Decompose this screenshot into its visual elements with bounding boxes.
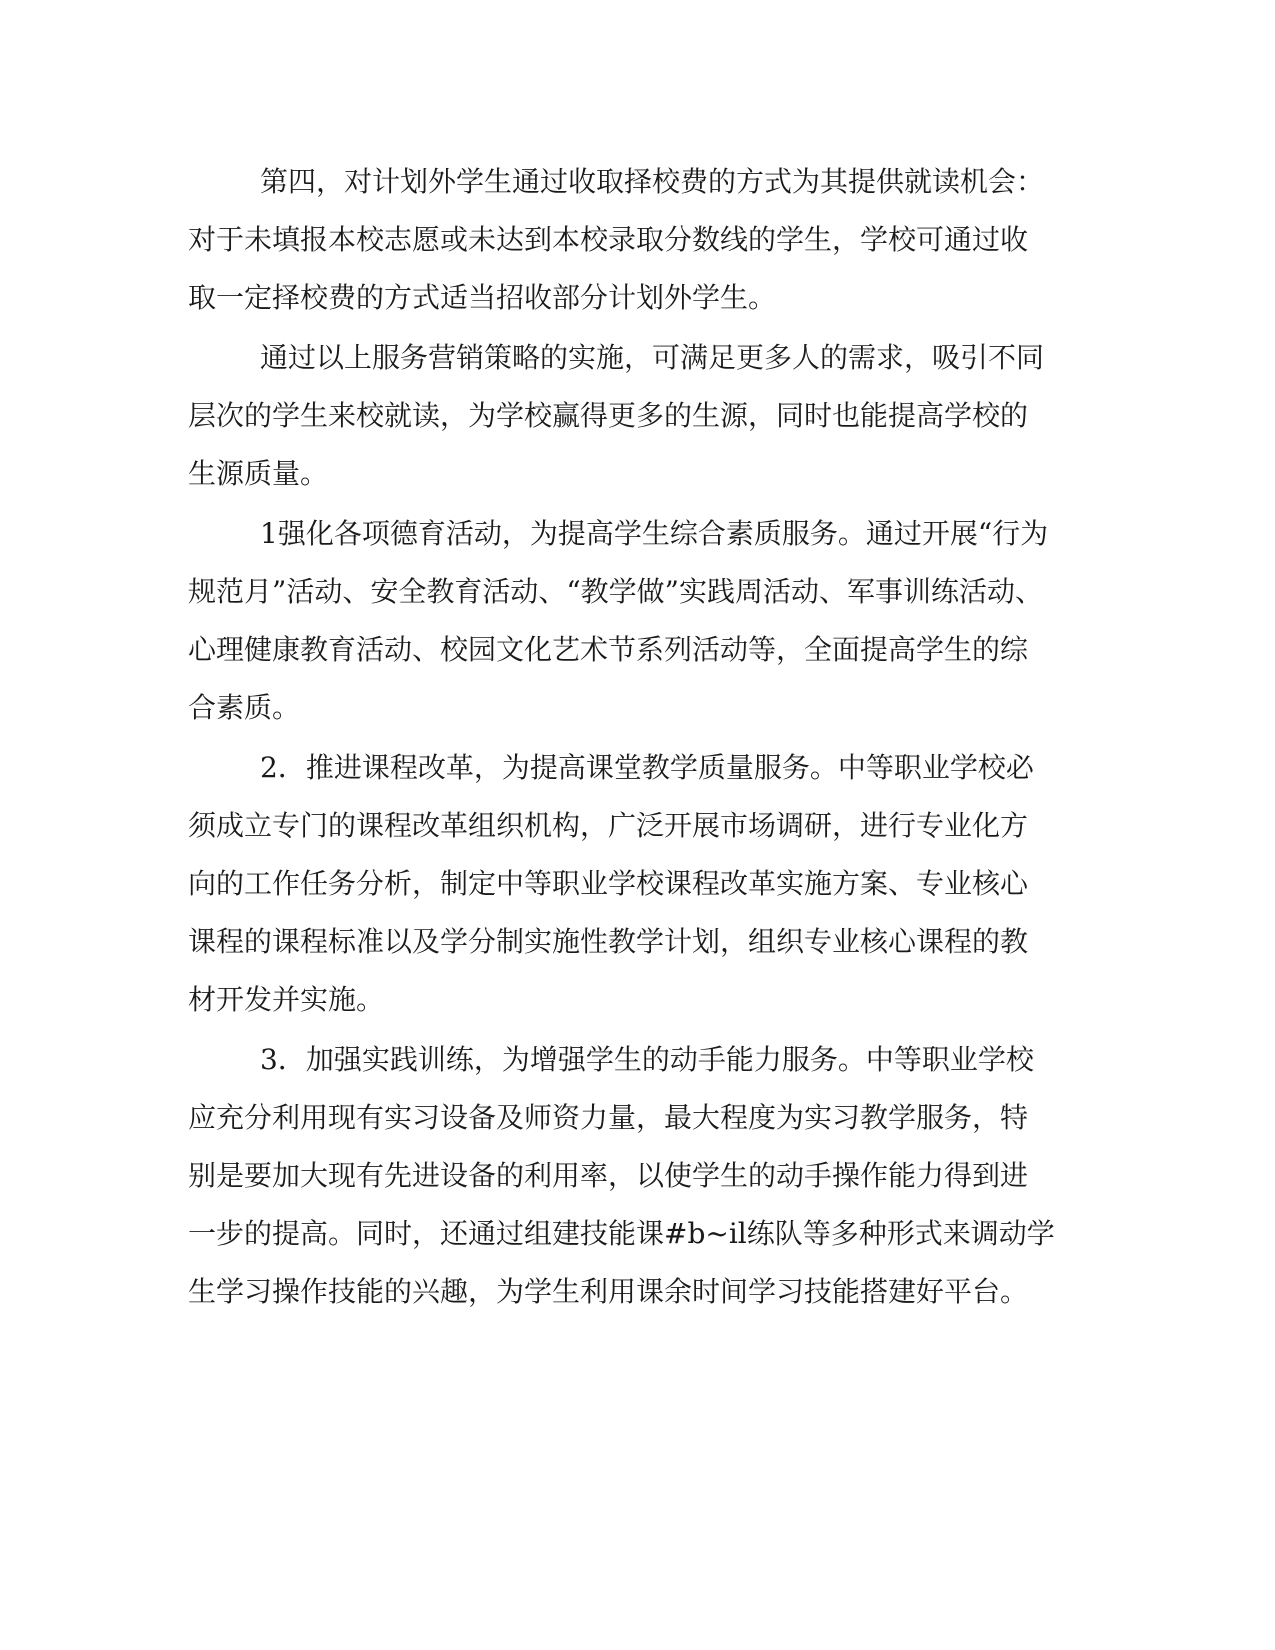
paragraph-1-line-1: 第四，对计划外学生通过收取择校费的方式为其提供就读机会：	[260, 165, 1045, 198]
paragraph-2-line-1: 通过以上服务营销策略的实施，可满足更多人的需求，吸引不同	[260, 341, 1045, 374]
paragraph-2-line-3: 生源质量。	[188, 457, 329, 490]
paragraph-4-line-5: 材开发并实施。	[188, 983, 385, 1016]
paragraph-4-line-4: 课程的课程标准以及学分制实施性教学计划，组织专业核心课程的教	[188, 925, 1029, 958]
paragraph-5-line-1: 3．加强实践训练，为增强学生的动手能力服务。中等职业学校	[260, 1043, 1034, 1076]
paragraph-5-line-4: 一步的提高。同时，还通过组建技能课#b~il练队等多种形式来调动学	[188, 1217, 1055, 1250]
paragraph-1-line-2: 对于未填报本校志愿或未达到本校录取分数线的学生，学校可通过收	[188, 223, 1029, 256]
paragraph-5-line-3: 别是要加大现有先进设备的利用率，以使学生的动手操作能力得到进	[188, 1159, 1029, 1192]
paragraph-5-line-2: 应充分利用现有实习设备及师资力量，最大程度为实习教学服务，特	[188, 1101, 1029, 1134]
paragraph-3-line-1: 1强化各项德育活动，为提高学生综合素质服务。通过开展“行为	[260, 517, 1049, 550]
paragraph-3-line-3: 心理健康教育活动、校园文化艺术节系列活动等，全面提高学生的综	[188, 633, 1029, 666]
paragraph-1-line-3: 取一定择校费的方式适当招收部分计划外学生。	[188, 281, 777, 314]
paragraph-3-line-4: 合素质。	[188, 691, 301, 724]
paragraph-5-line-5: 生学习操作技能的兴趣，为学生利用课余时间学习技能搭建好平台。	[188, 1275, 1029, 1308]
paragraph-4-line-2: 须成立专门的课程改革组织机构，广泛开展市场调研，进行专业化方	[188, 809, 1029, 842]
paragraph-2-line-2: 层次的学生来校就读，为学校赢得更多的生源，同时也能提高学校的	[188, 399, 1029, 432]
paragraph-3-line-2: 规范月”活动、安全教育活动、“教学做”实践周活动、军事训练活动、	[188, 575, 1043, 608]
paragraph-4-line-3: 向的工作任务分析，制定中等职业学校课程改革实施方案、专业核心	[188, 867, 1029, 900]
paragraph-4-line-1: 2．推进课程改革，为提高课堂教学质量服务。中等职业学校必	[260, 751, 1034, 784]
